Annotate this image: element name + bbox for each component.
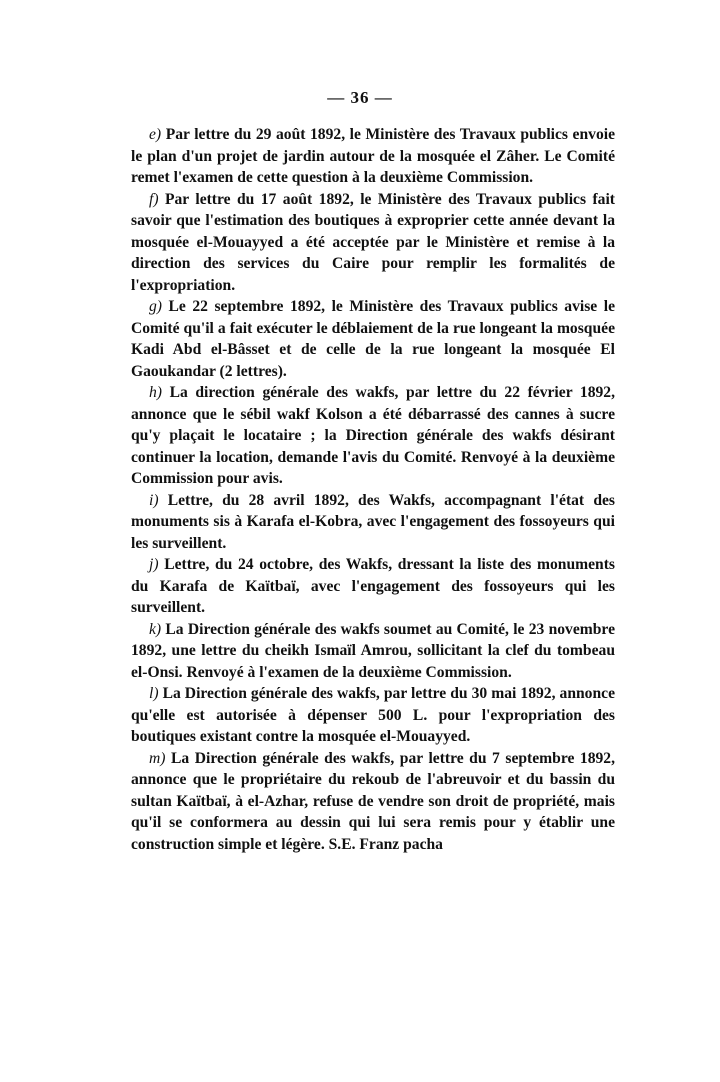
paragraph-text: La Direction générale des wakfs, par lettre du 7 septembre 1892, annonce que le propriétaire du rekoub de l'abreuvoir et du bassin du sultan Kaïtbaï, à el-Azhar, refuse de vendre son droit de propriété, mais qu'il se conformera au dessin qui lui sera remis pour y établir une construction simple et légère. S.E. Franz pacha bbox=[131, 749, 616, 853]
paragraph-marker: i) bbox=[149, 491, 159, 509]
paragraph-k bbox=[131, 619, 615, 684]
paragraph-marker: e) bbox=[149, 126, 162, 143]
paragraph-m bbox=[131, 748, 615, 856]
paragraph-marker: f) bbox=[149, 190, 159, 208]
paragraph-f bbox=[131, 189, 615, 297]
paragraph-g bbox=[131, 296, 615, 382]
paragraph-l bbox=[131, 683, 615, 748]
paragraph-text: Le 22 septembre 1892, le Ministère des Travaux publics avise le Comité qu'il a fait exécuter le déblaiement de la rue longeant la mosquée Kadi Abd el-Bâsset et de celle de la rue longeant la mosquée El Gaoukandar (2 lettres). bbox=[131, 298, 615, 380]
paragraph-text: La Direction générale des wakfs soumet au Comité, le 23 novembre 1892, une lettre du cheikh Ismaïl Amrou, sollicitant la clef du tombeau el-Onsi. Renvoyé à l'examen de la deuxième Commission. bbox=[131, 620, 615, 681]
paragraph-marker: g) bbox=[149, 298, 162, 315]
paragraph-marker: m) bbox=[149, 749, 166, 767]
paragraph-text: Par lettre du 17 août 1892, le Ministère des Travaux publics fait savoir que l'estimation des boutiques à exproprier cette année devant la mosquée el-Mouayyed a été acceptée par le Ministère et remise à la direction des services du Caire pour remplir les formalités de l'expropriation. bbox=[131, 190, 615, 294]
paragraph-text: La Direction générale des wakfs, par lettre du 30 mai 1892, annonce qu'elle est autorisée à dépenser 500 L. pour l'expropriation des boutiques existant contre la mosquée el-Mouayyed. bbox=[131, 685, 615, 745]
paragraph-marker: l) bbox=[149, 685, 159, 702]
page-number: — 36 — bbox=[327, 88, 393, 107]
paragraph-j bbox=[131, 554, 615, 619]
paragraph-text: La direction générale des wakfs, par lettre du 22 février 1892, annonce que le sébil wakf Kolson a été débarrassé des cannes à sucre qu'y plaçait le locataire ; la Direction générale des wakfs désirant continuer la location, demande l'avis du Comité. Renvoyé à la deuxième Commission pour avis. bbox=[131, 384, 615, 487]
paragraph-h bbox=[131, 382, 615, 490]
paragraph-text: Lettre, du 24 octobre, des Wakfs, dressant la liste des monuments du Karafa de Kaïtbaï, avec l'engagement des fossoyeurs qui les surveillent. bbox=[131, 556, 615, 616]
paragraph-e bbox=[131, 124, 615, 189]
body-text bbox=[131, 124, 615, 855]
paragraph-text: Lettre, du 28 avril 1892, des Wakfs, accompagnant l'état des monuments sis à Karafa el-Kobra, avec l'engagement des fossoyeurs qui les surveillent. bbox=[131, 491, 615, 552]
paragraph-marker: j) bbox=[149, 556, 159, 573]
paragraph-i bbox=[131, 490, 615, 555]
paragraph-marker: h) bbox=[149, 384, 162, 401]
paragraph-text: Par lettre du 29 août 1892, le Ministère des Travaux publics envoie le plan d'un projet de jardin autour de la mosquée el Zâher. Le Comité remet l'examen de cette question à la deuxième Commission. bbox=[131, 126, 615, 186]
paragraph-marker: k) bbox=[149, 620, 162, 638]
